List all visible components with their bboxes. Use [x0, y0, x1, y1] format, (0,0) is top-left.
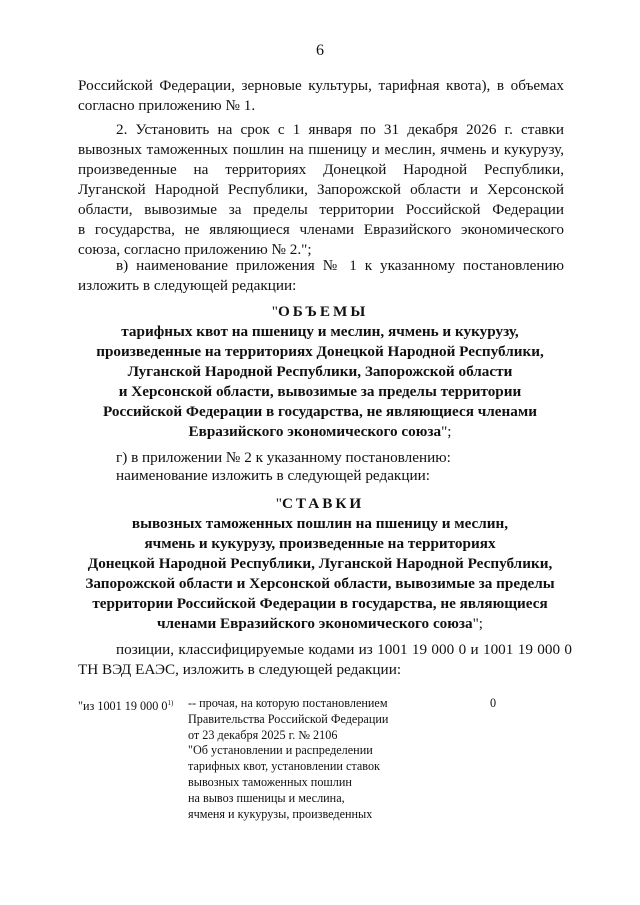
- heading-line: вывозных таможенных пошлин на пшеницу и меслин,: [131, 515, 509, 532]
- description-line: ячменя и кукурузы, произведенных: [188, 806, 373, 821]
- heading-title-line: [0, 494, 640, 514]
- description-line: Правительства Российской Федерации: [188, 711, 389, 726]
- open-quote: ": [78, 699, 83, 714]
- text-line: в) наименование приложения № 1 к указанному постановлению: [116, 257, 564, 274]
- description-line: от 23 декабря 2025 г. № 2106: [188, 727, 338, 742]
- text-line: вывозных таможенных пошлин на пшеницу и меслин, ячмень и кукурузу,: [78, 141, 564, 158]
- heading-line: Луганской Народной Республики, Запорожской области: [127, 363, 513, 380]
- text-line: согласно приложению № 1.: [78, 97, 256, 114]
- heading-last-line: [0, 614, 640, 634]
- tariff-code-cell: [78, 696, 173, 715]
- heading-title: СТАВКИ: [281, 495, 365, 512]
- open-quote: ": [271, 303, 278, 320]
- description-line: -- прочая, на которую постановлением: [188, 696, 388, 710]
- text-line: ТН ВЭД ЕАЭС, изложить в следующей редакции:: [78, 661, 402, 678]
- heading-last-line: [0, 422, 640, 442]
- text-line: позиции, классифицируемые кодами из 1001 19 000 0 и 1001 19 000 0: [116, 641, 572, 658]
- heading-line: Евразийского экономического союза: [188, 423, 442, 440]
- text-line: союза, согласно приложению № 2.";: [78, 241, 312, 258]
- heading-line: территории Российской Федерации в государства, не являющиеся: [92, 595, 548, 612]
- text-line: г) в приложении № 2 к указанному постановлению:: [116, 449, 451, 466]
- open-quote: ": [275, 495, 282, 512]
- close-quote: ";: [441, 423, 452, 440]
- heading-line: ячмень и кукурузу, произведенные на территориях: [144, 535, 496, 552]
- heading-line: членами Евразийского экономического союза: [156, 615, 473, 632]
- heading-title-line: [0, 302, 640, 322]
- text-line: Российской Федерации, зерновые культуры, тарифная квота), в объемах: [78, 77, 564, 94]
- text-line: произведенные на территориях Донецкой Народной Республики,: [78, 161, 564, 178]
- text-line: наименование изложить в следующей редакции:: [116, 467, 430, 484]
- description-line: тарифных квот, установлении ставок: [188, 759, 380, 774]
- tariff-code: из 1001 19 000 0: [82, 699, 168, 714]
- text-line: изложить в следующей редакции:: [78, 277, 297, 294]
- heading-line: Донецкой Народной Республики, Луганской Народной Республики,: [87, 555, 553, 572]
- page-number: 6: [316, 42, 324, 59]
- description-line: на вывоз пшеницы и меслина,: [188, 790, 345, 805]
- description-cell: [188, 696, 388, 822]
- text-line: в государства, не являющиеся членами Евразийского экономического: [78, 221, 564, 238]
- heading-line: тарифных квот на пшеницу и меслин, ячмень и кукурузу,: [121, 323, 519, 340]
- heading-line: и Херсонской области, вывозимые за пределы территории: [118, 383, 522, 400]
- text-line: области, вывозимые за пределы территории Российской Федерации: [78, 201, 564, 218]
- description-line: "Об установлении и распределении: [188, 743, 373, 758]
- footnote-mark: 1): [167, 699, 174, 707]
- text-line: Луганской Народной Республики, Запорожской области и Херсонской: [78, 181, 564, 198]
- rate-cell: 0: [490, 696, 497, 710]
- heading-title: ОБЪЕМЫ: [277, 303, 369, 320]
- heading-line: Российской Федерации в государства, не являющиеся членами: [103, 403, 537, 420]
- description-line: вывозных таможенных пошлин: [188, 774, 352, 789]
- heading-line: произведенные на территориях Донецкой Народной Республики,: [96, 343, 544, 360]
- heading-line: Запорожской области и Херсонской области, вывозимые за пределы: [85, 575, 555, 592]
- close-quote: ";: [472, 615, 484, 632]
- text-line: 2. Установить на срок с 1 января по 31 декабря 2026 г. ставки: [116, 121, 564, 138]
